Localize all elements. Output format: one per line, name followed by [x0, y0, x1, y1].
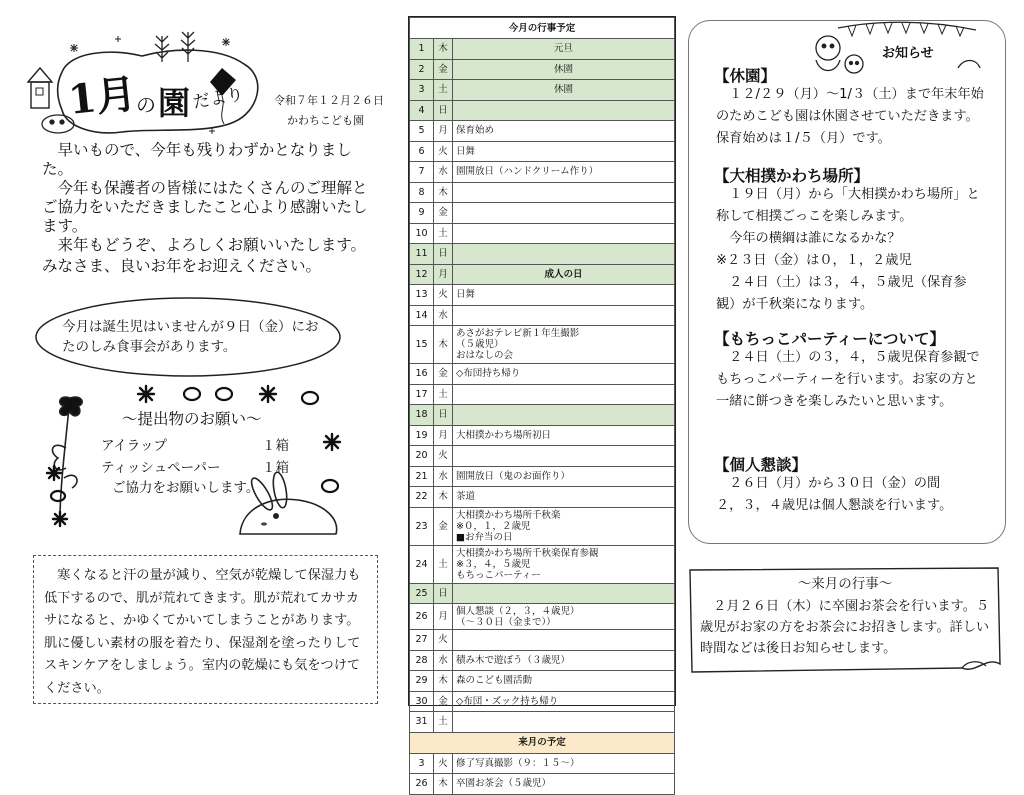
schedule-day: 9 — [410, 203, 434, 224]
critter-icon — [42, 115, 74, 133]
schedule-title-row — [410, 18, 675, 39]
schedule-weekday: 日 — [434, 244, 453, 265]
schedule-day: 3 — [410, 80, 434, 101]
schedule-event — [453, 712, 675, 733]
submission-item-qty: １箱 — [262, 460, 289, 476]
schedule-day: 18 — [410, 405, 434, 426]
schedule-row — [410, 326, 675, 364]
schedule-weekday: 火 — [434, 630, 453, 651]
schedule-event: 大相撲かわち場所初日 — [453, 425, 675, 446]
schedule-event: 大相撲かわち場所千秋楽保育参観 ※３，４，５歳児 もちっこパーティー — [453, 545, 675, 583]
house-icon — [28, 68, 52, 108]
next-schedule-row — [410, 753, 675, 774]
schedule-event: 大相撲かわち場所千秋楽 ※０，１，２歳児 ■お弁当の日 — [453, 507, 675, 545]
next-month-text: ２月２６日（木）に卒園お茶会を行います。５歳児がお家の方をお茶会にお招きします。詳しい時間などは後日お知らせします。 — [700, 599, 990, 656]
schedule-day: 12 — [410, 264, 434, 285]
schedule-day: 2 — [410, 59, 434, 80]
schedule-event: 日舞 — [453, 285, 675, 306]
title-kanji-1: 1月 — [66, 70, 139, 124]
schedule-day: 14 — [410, 305, 434, 326]
schedule-weekday: 月 — [434, 604, 453, 630]
schedule-row — [410, 162, 675, 183]
skin-care-box — [33, 555, 378, 704]
schedule-row — [410, 671, 675, 692]
schedule-day: 19 — [410, 425, 434, 446]
tree-icon — [155, 32, 195, 62]
submission-item-qty: １箱 — [262, 438, 289, 454]
next-month-box — [686, 564, 1004, 678]
schedule-day: 22 — [410, 487, 434, 508]
submission-item-name: アイラップ — [101, 438, 168, 454]
schedule-row — [410, 264, 675, 285]
schedule-day: 26 — [410, 604, 434, 630]
next-schedule-title: 来月の予定 — [410, 732, 675, 753]
schedule-weekday: 金 — [434, 59, 453, 80]
schedule-day: 3 — [410, 753, 434, 774]
schedule-event — [453, 305, 675, 326]
schedule-row — [410, 39, 675, 60]
schedule-row — [410, 244, 675, 265]
schedule-row — [410, 604, 675, 630]
schedule-event — [453, 446, 675, 467]
schedule-day: 10 — [410, 223, 434, 244]
schedule-day: 20 — [410, 446, 434, 467]
schedule-day: 4 — [410, 100, 434, 121]
schedule-day: 1 — [410, 39, 434, 60]
submission-title: ～提出物のお願い～ — [122, 410, 262, 428]
notice-heading: 【大相撲かわち場所】 — [714, 167, 870, 185]
schedule-row — [410, 121, 675, 142]
notice-heading: 【休園】 — [714, 67, 777, 85]
schedule-row — [410, 384, 675, 405]
schedule-weekday: 火 — [434, 141, 453, 162]
schedule-event — [453, 384, 675, 405]
schedule-table — [409, 17, 675, 795]
schedule-day: 21 — [410, 466, 434, 487]
schedule-event — [453, 203, 675, 224]
schedule-row — [410, 80, 675, 101]
schedule-weekday: 木 — [434, 326, 453, 364]
submission-item-name: ティッシュペーパー — [101, 460, 221, 476]
title-kana-2: だより — [191, 84, 246, 113]
greeting-line: 来年もどうぞ、よろしくお願いいたします。 — [42, 236, 366, 254]
schedule-event: 茶道 — [453, 487, 675, 508]
next-schedule-row — [410, 774, 675, 795]
schedule-row — [410, 59, 675, 80]
schedule-weekday: 土 — [434, 223, 453, 244]
schedule-day: 24 — [410, 545, 434, 583]
schedule-weekday: 土 — [434, 712, 453, 733]
schedule-weekday: 日 — [434, 583, 453, 604]
schedule-day: 8 — [410, 182, 434, 203]
schedule-event — [453, 223, 675, 244]
schedule-event — [453, 630, 675, 651]
schedule-weekday: 水 — [434, 305, 453, 326]
schedule-weekday: 火 — [434, 753, 453, 774]
schedule-row — [410, 141, 675, 162]
schedule-event — [453, 244, 675, 265]
schedule-event: 日舞 — [453, 141, 675, 162]
schedule-title: 今月の行事予定 — [410, 18, 675, 39]
greeting-line: 今年も保護者の皆様にはたくさんのご理解とご協力をいただきましたこと心より感謝いたします。 — [42, 179, 368, 235]
schedule-day: 11 — [410, 244, 434, 265]
schedule-event: 修了写真撮影（９：１５～） — [453, 753, 675, 774]
schedule-row — [410, 203, 675, 224]
schedule-event: 元旦 — [453, 39, 675, 60]
schedule-row — [410, 285, 675, 306]
schedule-event: 個人懇談（２，３，４歳児） （～３０日（金まで）） — [453, 604, 675, 630]
schedule-weekday: 木 — [434, 39, 453, 60]
schedule-day: 16 — [410, 364, 434, 385]
schedule-event — [453, 405, 675, 426]
schedule-day: 7 — [410, 162, 434, 183]
schedule-day: 28 — [410, 650, 434, 671]
schedule-weekday: 金 — [434, 203, 453, 224]
header-title-art — [22, 28, 272, 140]
schedule-weekday: 月 — [434, 425, 453, 446]
next-schedule-title-row — [410, 732, 675, 753]
schedule-weekday: 水 — [434, 650, 453, 671]
schedule-row — [410, 446, 675, 467]
schedule-row — [410, 425, 675, 446]
schedule-row — [410, 712, 675, 733]
schedule-row — [410, 405, 675, 426]
schedule-day: 29 — [410, 671, 434, 692]
schedule-event: 成人の日 — [453, 264, 675, 285]
notice-title: お知らせ — [882, 46, 934, 61]
schedule-event — [453, 182, 675, 203]
school-name: かわちこども園 — [287, 114, 364, 127]
schedule-event: 園開放日（鬼のお面作り） — [453, 466, 675, 487]
schedule-day: 5 — [410, 121, 434, 142]
schedule-weekday: 金 — [434, 507, 453, 545]
schedule-row — [410, 182, 675, 203]
schedule-weekday: 金 — [434, 364, 453, 385]
notice-body: １２/２９（月）～1/３（土）まで年末年始のためこども園は休園させていただきます。保育始めは１/５（月）です。 — [716, 87, 984, 146]
schedule-day: 30 — [410, 691, 434, 712]
schedule-row — [410, 630, 675, 651]
schedule-event: 森のこども園活動 — [453, 671, 675, 692]
schedule-row — [410, 466, 675, 487]
schedule-day: 15 — [410, 326, 434, 364]
schedule-weekday: 木 — [434, 774, 453, 795]
schedule-weekday: 土 — [434, 384, 453, 405]
next-month-heading: ～来月の行事～ — [797, 576, 893, 592]
schedule-day: 23 — [410, 507, 434, 545]
schedule-weekday: 木 — [434, 182, 453, 203]
bunting-icon — [838, 22, 976, 30]
schedule-day: 25 — [410, 583, 434, 604]
schedule-weekday: 木 — [434, 671, 453, 692]
notice-body: １９日（月）から「大相撲かわち場所」と称して相撲ごっこを楽しみます。 今年の横綱は誰になるかな？ ※２３日（金）は０，１，２歳児 ２４日（土）は３，４，５歳児（保育参観）が千秋楽になります。 — [716, 187, 980, 312]
schedule-weekday: 月 — [434, 121, 453, 142]
schedule-row — [410, 650, 675, 671]
issue-date: 令和７年１２月２６日 — [274, 94, 384, 107]
schedule-event: ◇布団・ズック持ち帰り — [453, 691, 675, 712]
schedule-row — [410, 487, 675, 508]
schedule-day: 26 — [410, 774, 434, 795]
birthday-text: 今月は誕生児はいませんが９日（金）におたのしみ食事会があります。 — [62, 319, 319, 355]
title-kana-1: の — [136, 93, 156, 117]
schedule-weekday: 日 — [434, 405, 453, 426]
schedule-event — [453, 100, 675, 121]
schedule-event: 休園 — [453, 59, 675, 80]
submission-footer: ご協力をお願いします。 — [112, 480, 260, 496]
schedule-weekday: 日 — [434, 100, 453, 121]
greeting-message — [42, 141, 376, 276]
notice-body: ２４日（土）の３，４，５歳児保育参観でもちっこパーティーを行います。お家の方と一緒に餅つきを楽しみたいと思います。 — [716, 350, 980, 409]
greeting-line: 早いもので、今年も残りわずかとなりました。 — [42, 141, 352, 178]
schedule-event: 休園 — [453, 80, 675, 101]
schedule-event: 保育始め — [453, 121, 675, 142]
schedule-day: 13 — [410, 285, 434, 306]
schedule-weekday: 水 — [434, 466, 453, 487]
notice-body: ２６日（月）から３０日（金）の間 ２，３，４歳児は個人懇談を行います。 — [716, 476, 953, 513]
schedule-weekday: 火 — [434, 285, 453, 306]
schedule-weekday: 金 — [434, 691, 453, 712]
schedule-event: あさがおテレビ新１年生撮影 （５歳児） おはなしの会 — [453, 326, 675, 364]
schedule-row — [410, 691, 675, 712]
schedule-event: 積み木で遊ぼう（３歳児） — [453, 650, 675, 671]
schedule-day: 31 — [410, 712, 434, 733]
schedule-weekday: 土 — [434, 545, 453, 583]
notice-heading: 【個人懇談】 — [714, 456, 808, 474]
schedule-weekday: 土 — [434, 80, 453, 101]
title-kanji-2: 園 — [158, 84, 191, 122]
schedule-weekday: 月 — [434, 264, 453, 285]
schedule-weekday: 水 — [434, 162, 453, 183]
greeting-line: みなさま、良いお年をお迎えください。 — [42, 257, 322, 275]
schedule-row — [410, 100, 675, 121]
schedule-day: 6 — [410, 141, 434, 162]
schedule-panel — [408, 16, 676, 790]
schedule-row — [410, 583, 675, 604]
schedule-row — [410, 364, 675, 385]
birthday-notice — [34, 296, 342, 378]
schedule-event: 卒園お茶会（５歳児） — [453, 774, 675, 795]
skin-care-text: 寒くなると汗の量が減り、空気が乾燥して保湿力も低下するので、肌が荒れてきます。肌が荒れてカサカサになると、かゆくてかいてしまうことがあります。肌に優しい素材の服を着たり、保湿剤を塗ったりしてスキンケアをしましょう。室内の乾燥にも気をつけてください。 — [44, 568, 361, 696]
schedule-weekday: 火 — [434, 446, 453, 467]
schedule-event: ◇布団持ち帰り — [453, 364, 675, 385]
schedule-weekday: 木 — [434, 487, 453, 508]
schedule-row — [410, 507, 675, 545]
schedule-row — [410, 305, 675, 326]
schedule-row — [410, 545, 675, 583]
schedule-event: 園開放日（ハンドクリーム作り） — [453, 162, 675, 183]
schedule-row — [410, 223, 675, 244]
schedule-day: 27 — [410, 630, 434, 651]
schedule-event — [453, 583, 675, 604]
notice-heading: 【もちっこパーティーについて】 — [714, 330, 945, 348]
schedule-day: 17 — [410, 384, 434, 405]
